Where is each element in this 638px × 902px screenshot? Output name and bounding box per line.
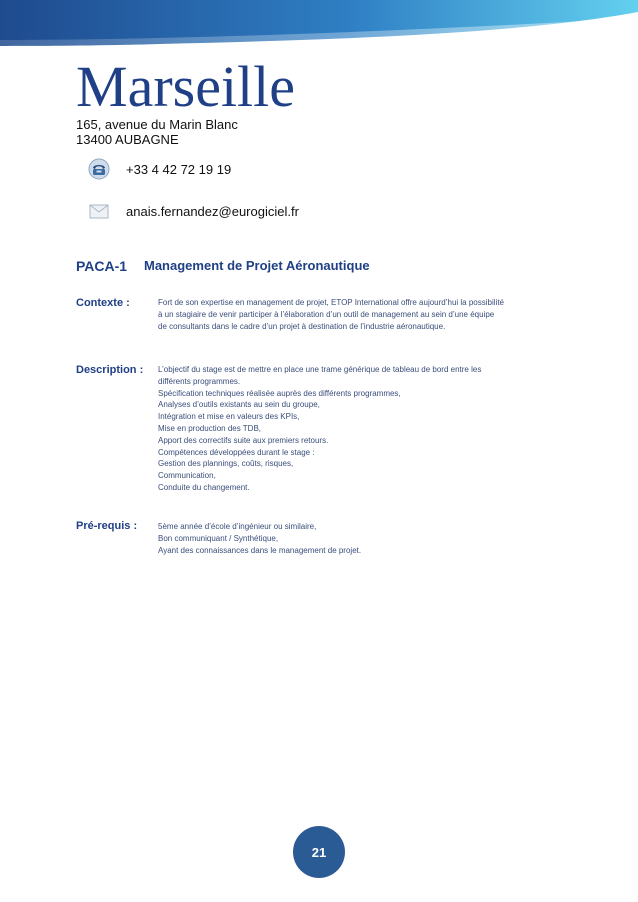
offer-title: Management de Projet Aéronautique xyxy=(144,258,370,273)
description-line: Intégration et mise en valeurs des KPIs, xyxy=(158,412,300,422)
description-label: Description : xyxy=(76,364,144,376)
address-line: 165, avenue du Marin Blanc xyxy=(76,117,238,132)
city-heading: Marseille xyxy=(76,54,296,119)
email-row xyxy=(88,200,299,222)
context-text xyxy=(158,297,558,332)
address-line: 13400 AUBAGNE xyxy=(76,132,179,147)
prereq-line: Bon communiquant / Synthétique, xyxy=(158,533,279,543)
description-line: Gestion des plannings, coûts, risques, xyxy=(158,459,294,469)
address-block xyxy=(76,117,238,147)
description-text xyxy=(158,364,558,494)
page-number: 21 xyxy=(293,826,345,878)
email-address[interactable]: anais.fernandez@eurogiciel.fr xyxy=(126,203,299,219)
prereq-label: Pré-requis : xyxy=(76,520,138,532)
prereq-line: Ayant des connaissances dans le management de projet. xyxy=(158,545,362,555)
description-line: Mise en production des TDB, xyxy=(158,423,262,433)
prereq-text xyxy=(158,521,558,556)
description-line: Conduite du changement. xyxy=(158,482,250,492)
description-line: L’objectif du stage est de mettre en place une trame générique de tableau de bord entre les xyxy=(158,365,482,374)
context-line: de consultants dans le cadre d’un projet à destination de l’industrie aéronautique. xyxy=(158,321,446,331)
header-banner xyxy=(0,0,638,52)
offer-code: PACA-1 xyxy=(76,258,128,274)
description-line: Compétences développées durant le stage : xyxy=(158,447,315,457)
description-line: Apport des correctifs suite aux premiers retours. xyxy=(158,435,329,445)
envelope-icon xyxy=(88,200,110,222)
context-line: Fort de son expertise en management de projet, ETOP International offre aujourd’hui la possibilité xyxy=(158,298,504,307)
phone-number: +33 4 42 72 19 19 xyxy=(126,161,232,177)
telephone-icon xyxy=(88,158,110,180)
prereq-line: 5ème année d’école d’ingénieur ou similaire, xyxy=(158,522,317,531)
description-line: Spécification techniques réalisée auprès des différents programmes, xyxy=(158,388,401,398)
context-label: Contexte : xyxy=(76,297,130,309)
phone-row xyxy=(88,158,231,180)
description-line: Analyses d’outils existants au sein du groupe, xyxy=(158,400,320,410)
description-line: différents programmes. xyxy=(158,376,241,386)
context-line: à un stagiaire de venir participer à l’élaboration d’un outil de management au sein d’une équipe xyxy=(158,309,495,319)
description-line: Communication, xyxy=(158,471,216,481)
